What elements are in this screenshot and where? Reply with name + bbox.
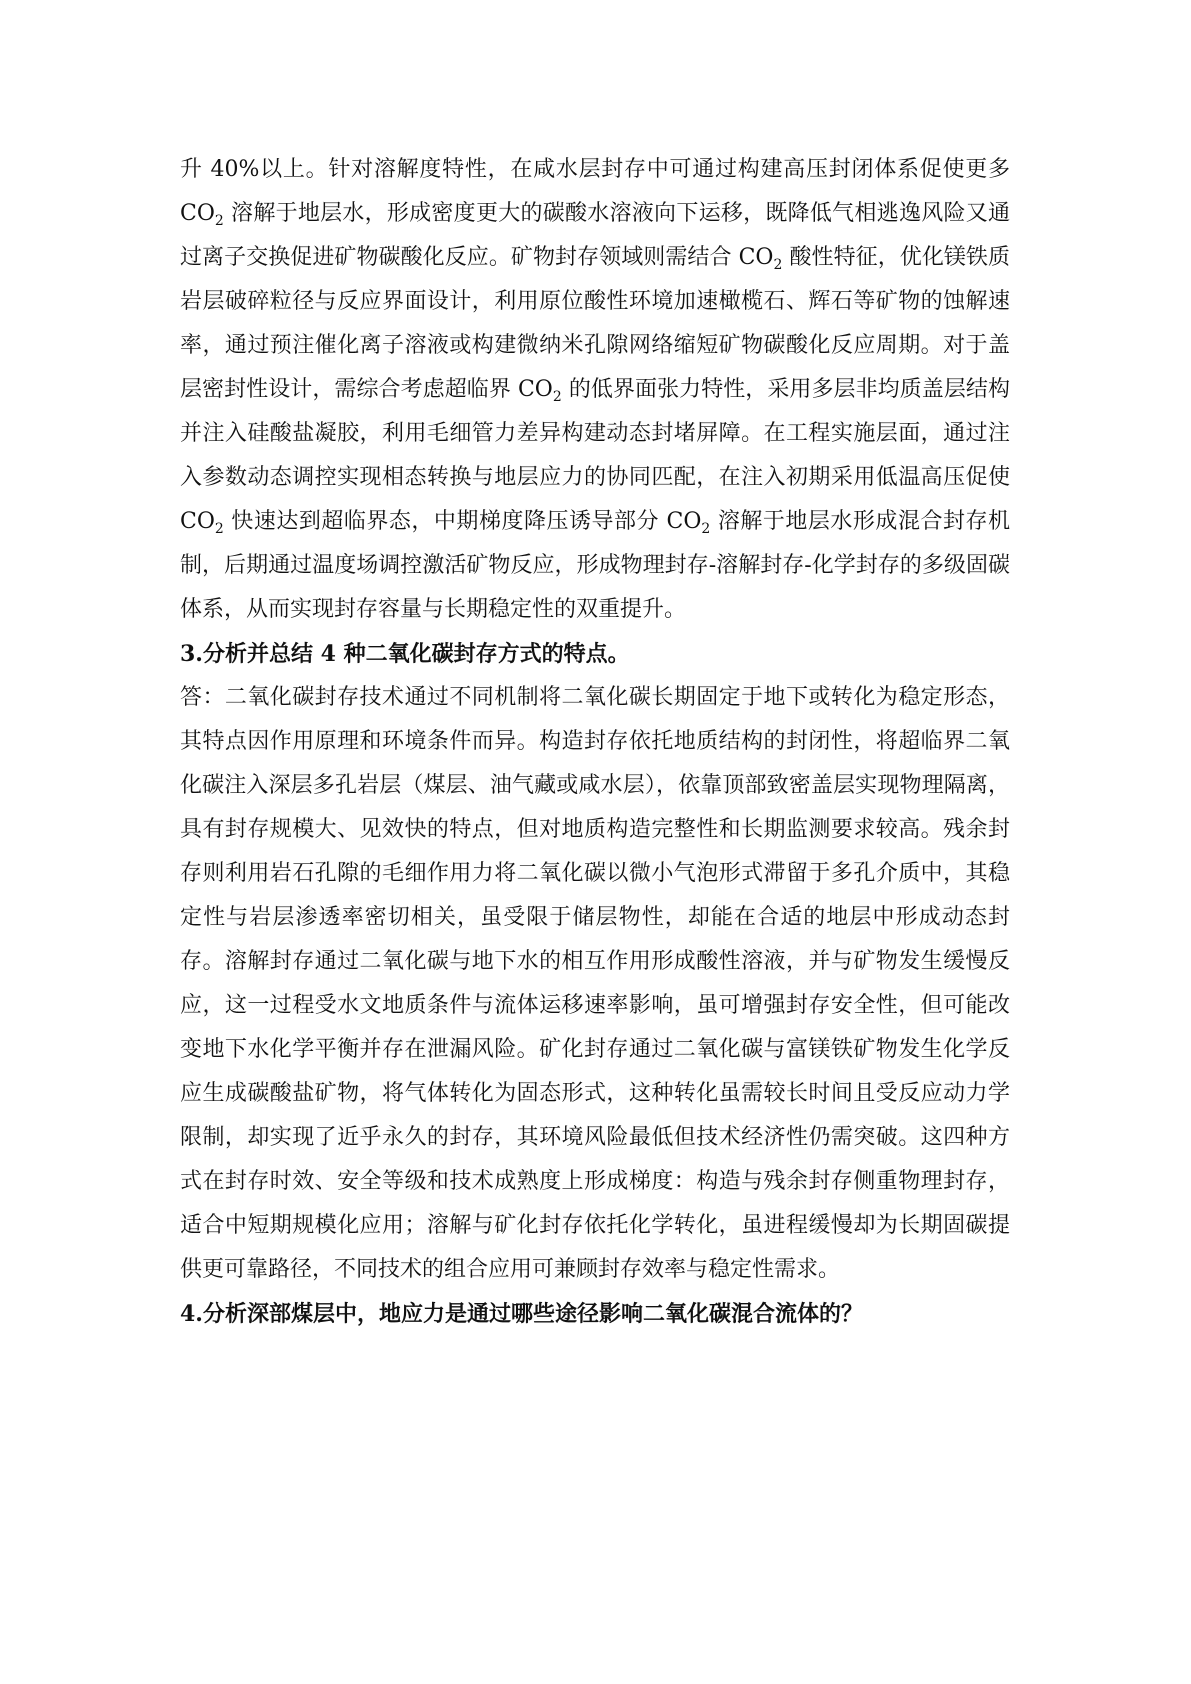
paragraph-text-run: 酸性特征，优化镁铁质岩层破碎粒径与反应界面设计，利用原位酸性环境加速橄榄石、辉石等矿物的蚀解速率，通过预注催化离子溶液或构建微纳米孔隙网络缩短矿物碳酸化反应周期。对于盖层密封性设计，需综合考虑超临界 CO — [180, 245, 1010, 402]
paragraph-continued — [180, 148, 1010, 632]
paragraph-text-run: 升 40%以上。针对溶解度特性，在咸水层封存中可通过构建高压封闭体系促使更多 CO — [180, 157, 1010, 226]
paragraph-text-run: 溶解于地层水，形成密度更大的碳酸水溶液向下运移，既降低气相逃逸风险又通过离子交换促进矿物碳酸化反应。矿物封存领域则需结合 CO — [180, 201, 1010, 270]
subscript-2: 2 — [552, 389, 562, 405]
paragraph-text-run: 的低界面张力特性，采用多层非均质盖层结构并注入硅酸盐凝胶，利用毛细管力差异构建动态封堵屏障。在工程实施层面，通过注入参数动态调控实现相态转换与地层应力的协同匹配，在注入初期采用低温高压促使 CO — [180, 377, 1010, 534]
paragraph-text-run: 溶解于地层水形成混合封存机制，后期通过温度场调控激活矿物反应，形成物理封存-溶解封存-化学封存的多级固碳体系，从而实现封存容量与长期稳定性的双重提升。 — [180, 509, 1010, 622]
subscript-2: 2 — [773, 257, 783, 273]
document-body — [180, 148, 1010, 1336]
question-4-heading: 4.分析深部煤层中，地应力是通过哪些途径影响二氧化碳混合流体的？ — [180, 1301, 863, 1327]
subscript-2: 2 — [701, 521, 711, 537]
answer-3-paragraph: 答：二氧化碳封存技术通过不同机制将二氧化碳长期固定于地下或转化为稳定形态，其特点因作用原理和环境条件而异。构造封存依托地质结构的封闭性，将超临界二氧化碳注入深层多孔岩层（煤层、油气藏或咸水层），依靠顶部致密盖层实现物理隔离，具有封存规模大、见效快的特点，但对地质构造完整性和长期监测要求较高。残余封存则利用岩石孔隙的毛细作用力将二氧化碳以微小气泡形式滞留于多孔介质中，其稳定性与岩层渗透率密切相关，虽受限于储层物性，却能在合适的地层中形成动态封存。溶解封存通过二氧化碳与地下水的相互作用形成酸性溶液，并与矿物发生缓慢反应，这一过程受水文地质条件与流体运移速率影响，虽可增强封存安全性，但可能改变地下水化学平衡并存在泄漏风险。矿化封存通过二氧化碳与富镁铁矿物发生化学反应生成碳酸盐矿物，将气体转化为固态形式，这种转化虽需较长时间且受反应动力学限制，却实现了近乎永久的封存，其环境风险最低但技术经济性仍需突破。这四种方式在封存时效、安全等级和技术成熟度上形成梯度：构造与残余封存侧重物理封存，适合中短期规模化应用；溶解与矿化封存依托化学转化，虽进程缓慢却为长期固碳提供更可靠路径，不同技术的组合应用可兼顾封存效率与稳定性需求。 — [180, 685, 1010, 1282]
subscript-2: 2 — [214, 213, 224, 229]
question-3-heading: 3.分析并总结 4 种二氧化碳封存方式的特点。 — [180, 641, 630, 667]
paragraph-text-run: 快速达到超临界态，中期梯度降压诱导部分 CO — [223, 509, 702, 534]
subscript-2: 2 — [214, 521, 224, 537]
